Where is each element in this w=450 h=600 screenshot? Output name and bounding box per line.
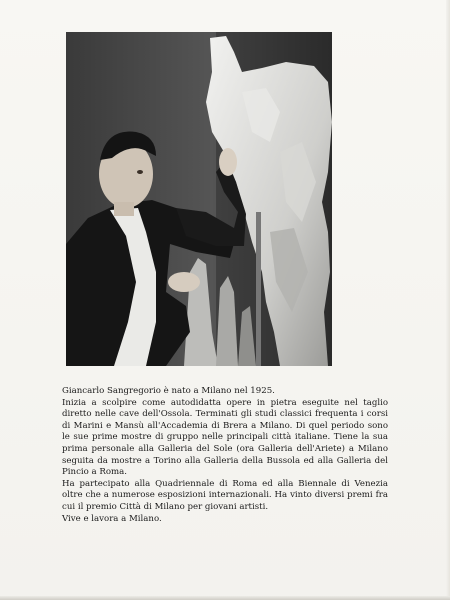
page-edge-bottom	[0, 596, 450, 600]
sculptor-photo	[66, 32, 332, 366]
bio-paragraph: Giancarlo Sangregorio è nato a Milano nel 1925.	[62, 386, 275, 396]
bio-paragraph: Vive e lavora a Milano.	[62, 513, 162, 524]
bio-paragraph: Ha partecipato alla Quadriennale di Roma ed alla Biennale di Venezia oltre che a numerose esposizioni internazionali. Ha vinto diversi premi fra cui il premio Città di Milano per giovani artisti.	[62, 478, 388, 512]
page-edge-right	[446, 0, 450, 600]
artist-biography	[62, 386, 388, 525]
bio-paragraph: Inizia a scolpire come autodidatta opere in pietra eseguite nel taglio diretto nelle cave dell'Ossola. Terminati gli studi classici frequenta i corsi di Marini e Mansù all'Accademia di Brera a Milano. Di quel periodo sono le sue prime mostre di gruppo nelle principali città italiane. Tiene la sua prima personale alla Galleria del Sole (ora Galleria dell'Ariete) a Milano seguita da mostre a Torino alla Galleria della Bussola ed alla Galleria del Pincio a Roma.	[62, 397, 388, 478]
